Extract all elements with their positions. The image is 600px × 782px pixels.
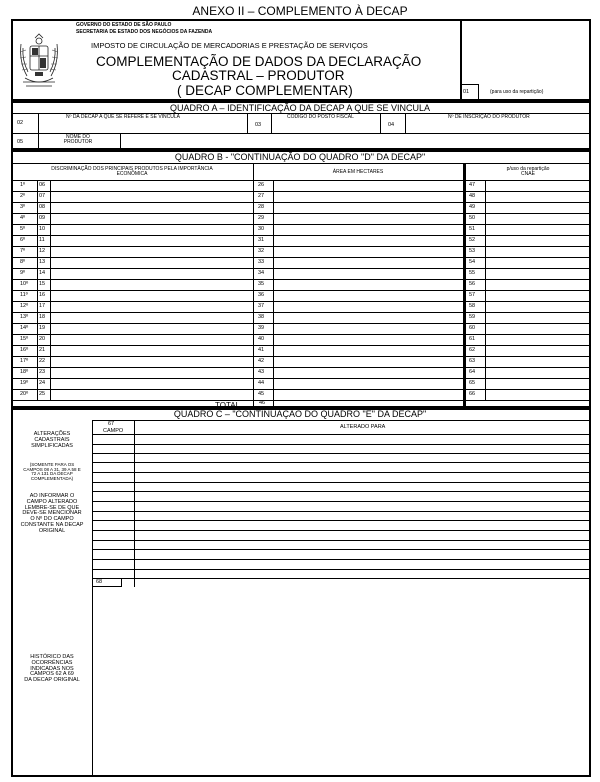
area-field-number: 42	[258, 358, 265, 364]
area-field-number: 31	[258, 237, 265, 243]
cnae-input[interactable]	[486, 302, 589, 312]
historico-label	[12, 655, 92, 684]
product-input[interactable]	[51, 368, 252, 378]
area-field-number: 45	[258, 391, 265, 397]
alterado-para-input[interactable]	[135, 454, 589, 462]
product-field-number: 16	[39, 292, 46, 298]
area-field-number: 28	[258, 204, 265, 210]
product-field-number: 18	[39, 314, 46, 320]
alteracoes-line-1: ALTERAÇÕES	[33, 431, 71, 437]
cnae-field-number: 60	[469, 325, 476, 331]
row-ordinal: 16º	[20, 347, 29, 353]
instrucao-line-7: ORIGINAL	[38, 527, 66, 534]
qb-col-products-end	[253, 163, 254, 408]
product-field-number: 17	[39, 303, 46, 309]
cnae-field-number: 49	[469, 204, 476, 210]
cnae-input[interactable]	[486, 357, 589, 367]
instrucao-line-2: CAMPO ALTERADO	[26, 498, 78, 505]
cnae-field-number: 55	[469, 270, 476, 276]
alterado-para-input[interactable]	[135, 531, 589, 540]
instrucao-line-6: CONSTANTE NA DECAP	[20, 521, 84, 528]
cnae-input[interactable]	[486, 368, 589, 378]
row-ordinal: 3º	[20, 204, 26, 210]
alterado-para-input[interactable]	[135, 541, 589, 549]
field-03-number: 03	[255, 122, 262, 128]
field-04-number: 04	[388, 122, 395, 128]
product-input[interactable]	[51, 192, 252, 202]
cnae-field-number: 63	[469, 358, 476, 364]
cnae-field-number: 65	[469, 380, 476, 386]
field-68-number: 68	[96, 579, 103, 585]
row-ordinal: 1º	[20, 182, 26, 188]
product-field-number: 08	[39, 204, 46, 210]
area-input[interactable]	[274, 357, 462, 367]
tax-name: IMPOSTO DE CIRCULAÇÃO DE MERCADORIAS E PRESTAÇÃO DE SERVIÇOS	[91, 41, 368, 50]
campo-input[interactable]	[93, 560, 133, 569]
cnae-input[interactable]	[486, 258, 589, 268]
product-input[interactable]	[51, 214, 252, 224]
alterado-para-input[interactable]	[135, 445, 589, 453]
area-input[interactable]	[274, 302, 462, 312]
product-input[interactable]	[51, 357, 252, 367]
instrucao-label	[12, 494, 92, 534]
field-04-input[interactable]	[406, 121, 589, 132]
cnae-field-number: 57	[469, 292, 476, 298]
area-input[interactable]	[274, 203, 462, 213]
area-input[interactable]	[274, 291, 462, 301]
qa-div-4	[380, 113, 381, 133]
somente-note	[12, 463, 92, 482]
campo-input[interactable]	[93, 492, 133, 501]
products-header	[12, 167, 252, 178]
campo-input[interactable]	[93, 570, 133, 578]
product-field-number: 19	[39, 325, 46, 331]
field-02-label: Nº DA DECAP A QUE SE REFERE E SE VINCULA	[66, 114, 180, 120]
product-field-number: 06	[39, 182, 46, 188]
historico-line-3: INDICADAS NOS	[30, 665, 74, 672]
product-field-number: 22	[39, 358, 46, 364]
area-field-number: 34	[258, 270, 265, 276]
alterado-para-input[interactable]	[135, 483, 589, 491]
coat-of-arms-icon	[17, 32, 61, 92]
cnae-header-line-2: CNAE	[521, 171, 535, 178]
somente-line-1: (SOMENTE PARA OS	[29, 462, 75, 467]
field-05-label	[48, 135, 108, 146]
products-header-line-2: ECONÔMICA	[116, 171, 148, 178]
row-ordinal: 11º	[20, 292, 28, 298]
quadro-a-title: QUADRO A – IDENTIFICAÇÃO DA DECAP A QUE SE VINCULA	[170, 103, 430, 113]
qa-div-6	[38, 133, 39, 150]
row-ordinal: 17º	[20, 358, 29, 364]
alterado-para-input[interactable]	[135, 570, 589, 578]
alterado-para-input[interactable]	[135, 550, 589, 559]
campo-input[interactable]	[93, 512, 133, 520]
row-ordinal: 13º	[20, 314, 29, 320]
somente-line-4: COMPLEMENTADA)	[30, 476, 74, 482]
alterado-para-input[interactable]	[135, 502, 589, 511]
area-input[interactable]	[274, 247, 462, 257]
cnae-field-number: 59	[469, 314, 476, 320]
cnae-input[interactable]	[486, 346, 589, 356]
cnae-input[interactable]	[486, 280, 589, 290]
row-ordinal: 2º	[20, 193, 26, 199]
altered-to-label: ALTERADO PARA	[340, 424, 386, 430]
instrucao-line-3: LEMBRE-SE DE QUE	[24, 504, 80, 511]
area-input[interactable]	[274, 390, 462, 400]
area-input[interactable]	[274, 192, 462, 202]
document-title: ANEXO II – COMPLEMENTO À DECAP	[192, 4, 408, 18]
quadro-b-title-line	[11, 163, 591, 164]
area-field-number: 29	[258, 215, 265, 221]
row-ordinal: 14º	[20, 325, 29, 331]
area-field-number: 38	[258, 314, 265, 320]
alteracoes-label	[12, 432, 92, 449]
cnae-input[interactable]	[486, 236, 589, 246]
product-field-number: 09	[39, 215, 46, 221]
product-input[interactable]	[51, 280, 252, 290]
alterado-para-input[interactable]	[135, 463, 589, 472]
form-title-line-2: CADASTRAL – PRODUTOR	[172, 68, 345, 83]
cnae-input[interactable]	[486, 324, 589, 334]
product-field-number: 23	[39, 369, 46, 375]
product-input[interactable]	[51, 247, 252, 257]
historico-textarea[interactable]	[94, 588, 589, 775]
field-05-number: 05	[17, 139, 24, 145]
product-input[interactable]	[51, 390, 252, 400]
quadro-c-title-line	[92, 420, 591, 421]
product-input[interactable]	[51, 258, 252, 268]
campo-input[interactable]	[93, 473, 133, 482]
historico-line-2: OCORRÊNCIAS	[31, 659, 73, 666]
product-input[interactable]	[51, 379, 252, 389]
campo-input[interactable]	[93, 435, 133, 444]
cnae-input[interactable]	[486, 225, 589, 235]
cnae-field-number: 61	[469, 336, 476, 342]
cnae-header-line-1: p/uso da repartição	[506, 166, 550, 172]
product-input[interactable]	[51, 302, 252, 312]
field-02-number: 02	[17, 120, 24, 126]
row-ordinal: 10º	[20, 281, 29, 287]
area-input[interactable]	[274, 379, 462, 389]
field-05-label-line-2: PRODUTOR	[63, 139, 93, 146]
row-ordinal: 15º	[20, 336, 29, 342]
alterado-para-input[interactable]	[135, 492, 589, 501]
product-field-number: 14	[39, 270, 46, 276]
alterado-para-input[interactable]	[135, 512, 589, 520]
row-ordinal: 7º	[20, 248, 26, 254]
area-input[interactable]	[274, 181, 462, 191]
cnae-field-number: 52	[469, 237, 476, 243]
row-ordinal: 18º	[20, 369, 29, 375]
area-field-number: 30	[258, 226, 265, 232]
campo-input[interactable]	[93, 521, 133, 530]
product-field-number: 25	[39, 391, 46, 397]
form-title-line-3: ( DECAP COMPLEMENTAR)	[177, 83, 353, 98]
total-input[interactable]	[274, 401, 462, 407]
product-field-number: 11	[39, 237, 45, 243]
area-input[interactable]	[274, 335, 462, 345]
product-field-number: 07	[39, 193, 46, 199]
cnae-input[interactable]	[486, 390, 589, 400]
historico-line-5: DA DECAP ORIGINAL	[24, 677, 80, 684]
total-field-number: 46	[259, 400, 266, 406]
cnae-input[interactable]	[486, 269, 589, 279]
product-input[interactable]	[51, 181, 252, 191]
area-field-number: 41	[258, 347, 265, 353]
row-ordinal: 12º	[20, 303, 29, 309]
product-input[interactable]	[51, 313, 252, 323]
product-field-number: 20	[39, 336, 46, 342]
cnae-input[interactable]	[486, 247, 589, 257]
instrucao-line-5: O Nº DO CAMPO	[30, 516, 74, 523]
row-ordinal: 19º	[20, 380, 29, 386]
field-04-label: Nº DE INSCRIÇÃO DO PRODUTOR	[448, 114, 530, 120]
area-input[interactable]	[274, 269, 462, 279]
campo-label: CAMPO	[103, 428, 124, 434]
qb-col-area-end	[463, 163, 466, 408]
product-field-number: 24	[39, 380, 46, 386]
area-input[interactable]	[274, 324, 462, 334]
area-input[interactable]	[274, 280, 462, 290]
area-field-number: 26	[258, 182, 265, 188]
cnae-header	[466, 167, 590, 178]
area-header: ÁREA EM HECTARES	[332, 169, 384, 175]
qa-div-2	[247, 113, 248, 133]
quadro-b-title: QUADRO B - "CONTINUAÇÃO DO QUADRO "D" DA DECAP"	[174, 152, 426, 162]
row-ordinal: 5º	[20, 226, 26, 232]
field-03-input[interactable]	[272, 121, 379, 132]
row-ordinal: 9º	[20, 270, 26, 276]
area-field-number: 44	[258, 380, 265, 386]
cnae-input[interactable]	[486, 313, 589, 323]
area-input[interactable]	[274, 346, 462, 356]
campo-input[interactable]	[93, 531, 133, 540]
area-input[interactable]	[274, 368, 462, 378]
area-field-number: 40	[258, 336, 265, 342]
instrucao-line-4: DEVE-SE MENCIONAR	[22, 510, 82, 517]
field-01-number: 01	[463, 89, 470, 95]
cnae-input[interactable]	[486, 192, 589, 202]
row-ordinal: 4º	[20, 215, 26, 221]
campo-input[interactable]	[93, 445, 133, 453]
product-input[interactable]	[51, 269, 252, 279]
cnae-field-number: 51	[469, 226, 476, 232]
product-field-number: 10	[39, 226, 46, 232]
alteracoes-line-2: CADASTRAIS	[34, 436, 70, 443]
historico-line-4: CAMPOS 62 A 69	[30, 671, 74, 678]
area-field-number: 33	[258, 259, 265, 265]
campo-input[interactable]	[93, 483, 133, 491]
historico-line-1: HISTÓRICO DAS	[30, 654, 74, 660]
product-input[interactable]	[51, 225, 252, 235]
campo-input[interactable]	[93, 463, 133, 472]
field-01-input[interactable]	[479, 85, 589, 100]
area-input[interactable]	[274, 258, 462, 268]
field-05-label-line-1: NOME DO	[66, 134, 90, 140]
cnae-input[interactable]	[486, 379, 589, 389]
campo-input[interactable]	[93, 550, 133, 559]
alterado-para-input[interactable]	[135, 435, 589, 444]
area-field-number: 37	[258, 303, 265, 309]
area-field-number: 43	[258, 369, 265, 375]
cnae-field-number: 53	[469, 248, 476, 254]
alterado-para-input[interactable]	[135, 560, 589, 569]
row-ordinal: 8º	[20, 259, 26, 265]
gov-line-1: GOVERNO DO ESTADO DE SÃO PAULO	[76, 22, 172, 28]
cnae-field-number: 64	[469, 369, 476, 375]
field-02-input[interactable]	[39, 121, 246, 132]
product-input[interactable]	[51, 236, 252, 246]
alterado-para-input[interactable]	[135, 521, 589, 530]
field-03-label: CÓDIGO DO POSTO FISCAL	[287, 114, 354, 120]
cnae-input[interactable]	[486, 214, 589, 224]
area-field-number: 35	[258, 281, 265, 287]
cnae-input[interactable]	[486, 335, 589, 345]
header-divider	[460, 19, 462, 101]
somente-line-3: 72 A 131 DA DECAP	[31, 471, 73, 477]
alteracoes-line-3: SIMPLIFICADAS	[31, 442, 73, 449]
product-input[interactable]	[51, 203, 252, 213]
campo-input[interactable]	[93, 502, 133, 511]
campo-input[interactable]	[93, 454, 133, 462]
somente-line-2: CAMPOS 08 A 31, 39 A 58 E	[23, 466, 81, 472]
area-input[interactable]	[274, 236, 462, 246]
cnae-field-number: 54	[469, 259, 476, 265]
product-field-number: 21	[39, 347, 46, 353]
area-input[interactable]	[274, 214, 462, 224]
office-use-label: (para uso da repartição)	[490, 89, 544, 95]
products-header-line-1: DISCRIMINAÇÃO DOS PRINCIPAIS PRODUTOS PELA IMPORTÂNCIA	[51, 166, 213, 172]
table-row-line	[92, 578, 591, 579]
product-input[interactable]	[51, 335, 252, 345]
cnae-field-number: 47	[469, 182, 476, 188]
field-67-number: 67	[108, 421, 115, 427]
area-input[interactable]	[274, 225, 462, 235]
cnae-field-number: 56	[469, 281, 476, 287]
cnae-field-number: 50	[469, 215, 476, 221]
row-ordinal: 20º	[20, 391, 29, 397]
product-input[interactable]	[51, 324, 252, 334]
product-field-number: 12	[39, 248, 46, 254]
cnae-field-number: 58	[469, 303, 476, 309]
product-input[interactable]	[51, 346, 252, 356]
alterado-para-input[interactable]	[135, 473, 589, 482]
cnae-field-number: 66	[469, 391, 476, 397]
area-field-number: 27	[258, 193, 265, 199]
product-field-number: 15	[39, 281, 46, 287]
total-label: TOTAL	[215, 401, 241, 410]
area-input[interactable]	[274, 313, 462, 323]
campo-input[interactable]	[93, 541, 133, 549]
form-title-line-1: COMPLEMENTAÇÃO DE DADOS DA DECLARAÇÃO	[96, 54, 422, 69]
cnae-input[interactable]	[486, 203, 589, 213]
gov-line-2: SECRETARIA DE ESTADO DOS NEGÓCIOS DA FAZENDA	[76, 29, 213, 35]
cnae-field-number: 48	[469, 193, 476, 199]
area-field-number: 32	[258, 248, 265, 254]
cnae-input[interactable]	[486, 181, 589, 191]
area-field-number: 39	[258, 325, 265, 331]
cnae-input[interactable]	[486, 291, 589, 301]
cnae-field-number: 62	[469, 347, 476, 353]
field-05-input[interactable]	[121, 134, 589, 149]
quadro-c-title: QUADRO C – "CONTINUAÇÃO DO QUADRO "E" DA DECAP"	[173, 409, 427, 419]
area-field-number: 36	[258, 292, 265, 298]
field-01-top	[460, 84, 478, 85]
row-ordinal: 6º	[20, 237, 26, 243]
product-input[interactable]	[51, 291, 252, 301]
instrucao-line-1: AO INFORMAR O	[29, 493, 75, 499]
product-field-number: 13	[39, 259, 46, 265]
